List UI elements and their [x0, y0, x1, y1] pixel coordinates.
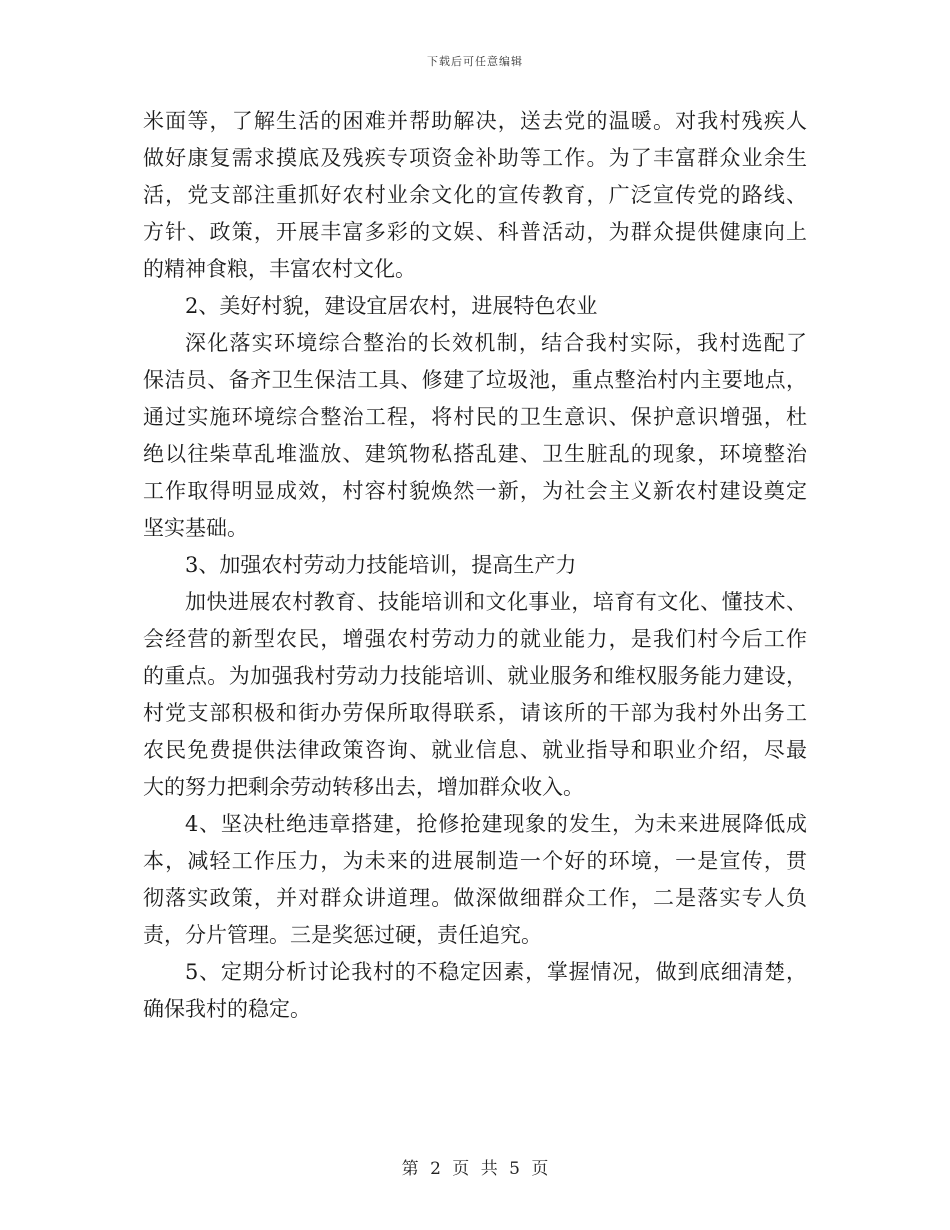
text-line: 做好康复需求摸底及残疾专项资金补助等工作。为了丰富群众业余生 — [143, 146, 807, 170]
paragraph — [143, 806, 807, 954]
text-line: 米面等，了解生活的困难并帮助解决，送去党的温暖。对我村残疾人 — [143, 109, 807, 133]
text-line: 绝以往柴草乱堆滥放、建筑物私搭乱建、卫生脏乱的现象，环境整治 — [143, 442, 807, 466]
paragraph — [143, 288, 807, 325]
page-footer: 第 2 页 共 5 页 — [401, 1159, 549, 1179]
text-line: 保洁员、备齐卫生保洁工具、修建了垃圾池，重点整治村内主要地点， — [143, 368, 807, 392]
paragraph — [143, 547, 807, 584]
text-line: 4、坚决杜绝违章搭建，抢修抢建现象的发生，为未来进展降低成 — [185, 812, 807, 836]
text-line: 3、加强农村劳动力技能培训，提高生产力 — [185, 553, 577, 577]
page-header: 下载后可任意编辑 — [427, 55, 523, 68]
text-line: 的重点。为加强我村劳动力技能培训、就业服务和维权服务能力建设， — [143, 664, 807, 688]
text-line: 加快进展农村教育、技能培训和文化事业，培育有文化、懂技术、 — [185, 590, 807, 614]
text-line: 通过实施环境综合整治工程，将村民的卫生意识、保护意识增强，杜 — [143, 405, 807, 429]
paragraph — [143, 103, 807, 288]
text-line: 村党支部积极和街办劳保所取得联系，请该所的干部为我村外出务工 — [143, 701, 807, 725]
text-line: 确保我村的稳定。 — [143, 997, 311, 1021]
text-line: 深化落实环境综合整治的长效机制，结合我村实际，我村选配了 — [185, 331, 807, 355]
text-line: 本，减轻工作压力，为未来的进展制造一个好的环境，一是宣传，贯 — [143, 849, 807, 873]
text-line: 活，党支部注重抓好农村业余文化的宣传教育，广泛宣传党的路线、 — [143, 183, 807, 207]
text-line: 大的努力把剩余劳动转移出去，增加群众收入。 — [143, 775, 584, 799]
text-line: 的精神食粮，丰富农村文化。 — [143, 257, 416, 281]
text-line: 工作取得明显成效，村容村貌焕然一新，为社会主义新农村建设奠定 — [143, 479, 807, 503]
text-line: 方针、政策，开展丰富多彩的文娱、科普活动，为群众提供健康向上 — [143, 220, 807, 244]
paragraph — [143, 325, 807, 547]
text-line: 农民免费提供法律政策咨询、就业信息、就业指导和职业介绍，尽最 — [143, 738, 807, 762]
text-line: 责，分片管理。三是奖惩过硬，责任追究。 — [143, 923, 542, 947]
text-line: 会经营的新型农民，增强农村劳动力的就业能力，是我们村今后工作 — [143, 627, 807, 651]
paragraph — [143, 954, 807, 1028]
text-line: 坚实基础。 — [143, 516, 248, 540]
document-body — [143, 103, 807, 1028]
text-line: 5、定期分析讨论我村的不稳定因素，掌握情况，做到底细清楚， — [185, 960, 807, 984]
text-line: 2、美好村貌，建设宜居农村，进展特色农业 — [185, 294, 598, 318]
text-line: 彻落实政策，并对群众讲道理。做深做细群众工作，二是落实专人负 — [143, 886, 807, 910]
paragraph — [143, 584, 807, 806]
